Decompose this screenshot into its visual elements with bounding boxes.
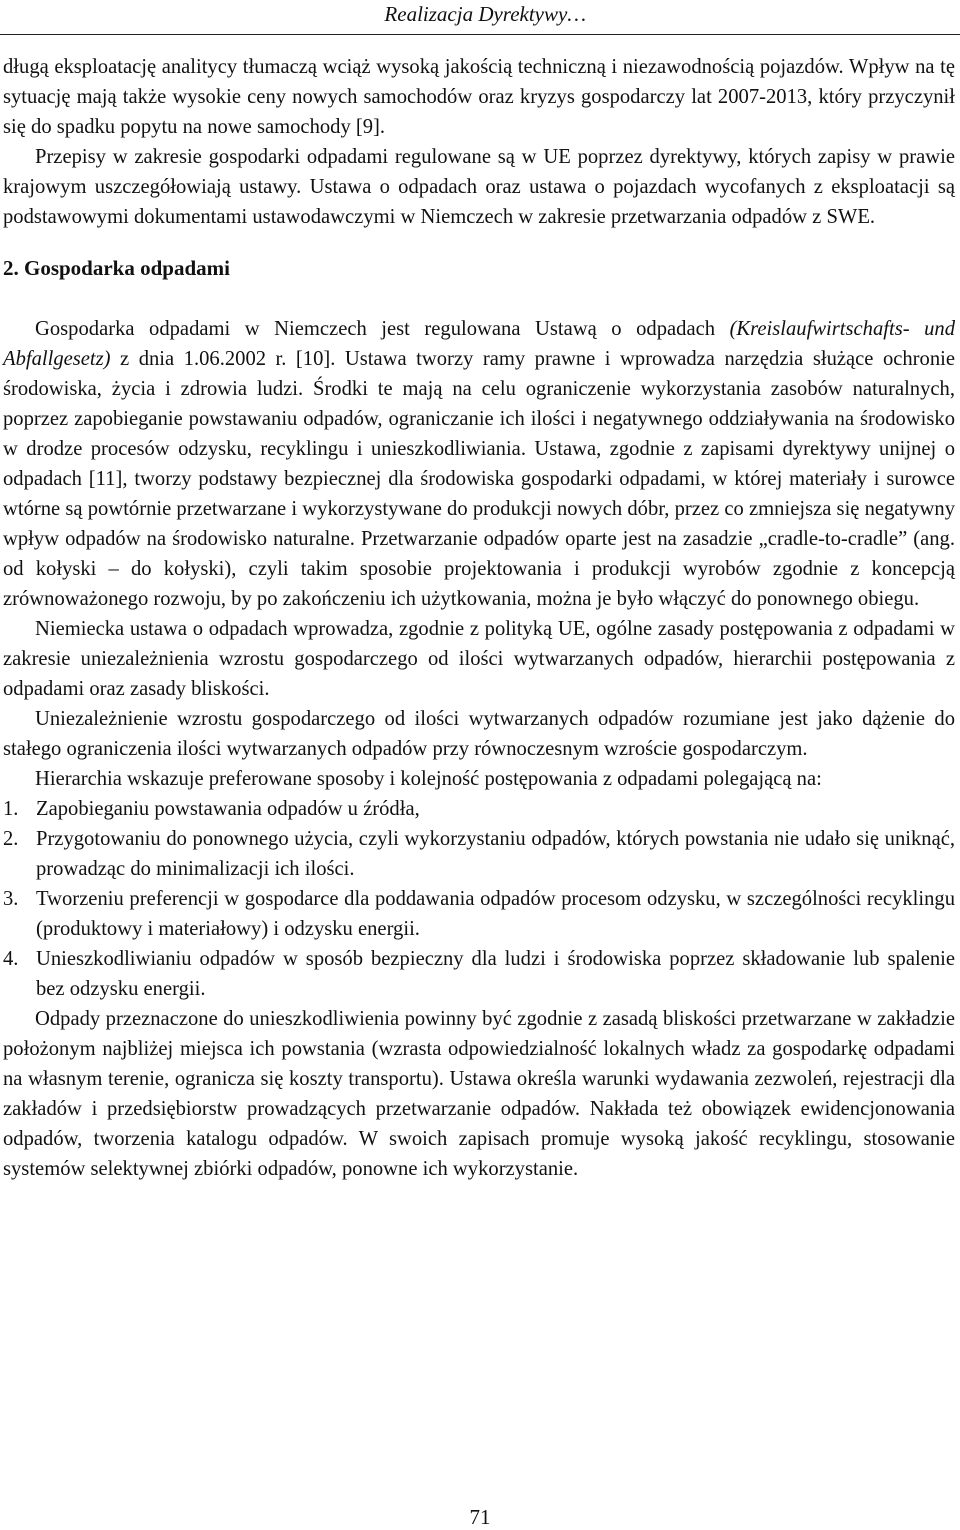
paragraph-german-law-principles: Niemiecka ustawa o odpadach wprowadza, zgodnie z polityką UE, ogólne zasady postępowania z odpadami w zakresie uniezależnienia wzrostu gospodarczego od ilości wytwarzanych odpadów, hierarchii postępowania z odpadami oraz zasady bliskości. xyxy=(3,618,955,700)
list-item xyxy=(3,944,955,1004)
paragraph-proximity-principle: Odpady przeznaczone do unieszkodliwienia powinny być zgodnie z zasadą bliskości przetwarzane w zakładzie położonym najbliżej miejsca ich powstania (wzrasta odpowiedzialność lokalnych władz za gospodarkę odpadami na własnym terenie, ogranicza się koszty transportu). Ustawa określa warunki wydawania zezwoleń, rejestracji dla zakładów i przedsiębiorstw prowadzących przetwarzanie odpadów. Nakłada też obowiązek ewidencjonowania odpadów, tworzenia katalogu odpadów. W swoich zapisach promuje wysoką jakość recyklingu, stosowanie systemów selektywnej zbiórki odpadów, ponowne ich wykorzystanie. xyxy=(3,1008,955,1180)
paragraph-hierarchy-intro: Hierarchia wskazuje preferowane sposoby i kolejność postępowania z odpadami polegającą na: xyxy=(35,768,822,790)
list-item-text: Tworzeniu preferencji w gospodarce dla poddawania odpadów procesom odzysku, w szczególności recyklingu (produktowy i materiałowy) i odzysku energii. xyxy=(36,888,955,940)
page-number: 71 xyxy=(469,1505,491,1529)
paragraph-waste-law xyxy=(3,314,955,614)
section-heading: 2. Gospodarka odpadami xyxy=(3,256,230,280)
hierarchy-list xyxy=(3,794,955,1004)
running-title: Realizacja Dyrektywy… xyxy=(384,2,586,26)
list-item-text: Zapobieganiu powstawania odpadów u źródła, xyxy=(36,798,420,820)
list-item-text: Unieszkodliwianiu odpadów w sposób bezpieczny dla ludzi i środowiska poprzez składowanie lub spalenie bez odzysku energii. xyxy=(36,948,955,1000)
list-item-text: Przygotowaniu do ponownego użycia, czyli wykorzystaniu odpadów, których powstania nie udało się uniknąć, prowadząc do minimalizacji ich ilości. xyxy=(36,828,955,880)
running-header xyxy=(0,0,960,35)
paragraph-decoupling: Uniezależnienie wzrostu gospodarczego od ilości wytwarzanych odpadów rozumiane jest jako dążenie do stałego ograniczenia ilości wytwarzanych odpadów przy równoczesnym wzroście gospodarczym. xyxy=(3,708,955,760)
paragraph-waste-law-text-end: z dnia 1.06.2002 r. [10]. Ustawa tworzy ramy prawne i wprowadza narzędzia służące ochronie środowiska, życia i zdrowia ludzi. Środki te mają na celu ograniczenie wykorzystania zasobów naturalnych, poprzez zapobieganie powstawaniu odpadów, ograniczanie ich ilości i negatywnego oddziaływania na środowisko w drodze procesów odzysku, recyklingu i unieszkodliwiania. Ustawa, zgodnie z zapisami dyrektywy unijnej o odpadach [11], tworzy podstawy bezpiecznej dla środowiska gospodarki odpadami, w której materiały i surowce wtórne są powtórnie przetwarzane i wykorzystywane do produkcji nowych dóbr, przez co zmniejsza się negatywny wpływ odpadów na środowisko naturalne. Przetwarzanie odpadów oparte jest na zasadzie „cradle-to-cradle” (ang. od kołyski – do kołyski), czyli takim sposobie projektowania i produkcji wyrobów zgodnie z koncepcją zrównoważonego rozwoju, by po zakończeniu ich użytkowania, można je było włączyć do ponownego obiegu. xyxy=(3,348,955,610)
list-item-number: 1. xyxy=(3,798,19,820)
page-body xyxy=(3,52,955,1184)
paragraph-waste-law-text-start: Gospodarka odpadami w Niemczech jest regulowana Ustawą o odpadach xyxy=(35,318,730,340)
list-item xyxy=(3,884,955,944)
list-item-number: 3. xyxy=(3,888,19,910)
list-item xyxy=(3,824,955,884)
paragraph-regulations: Przepisy w zakresie gospodarki odpadami regulowane są w UE poprzez dyrektywy, których zapisy w prawie krajowym uszczegółowiają ustawy. Ustawa o odpadach oraz ustawa o pojazdach wycofanych z eksploatacji są podstawowymi dokumentami ustawodawczymi w Niemczech w zakresie przetwarzania odpadów z SWE. xyxy=(3,146,955,228)
list-item xyxy=(3,794,955,824)
paragraph-intro-continuation: długą eksploatację analitycy tłumaczą wciąż wysoką jakością techniczną i niezawodnością pojazdów. Wpływ na tę sytuację mają także wysokie ceny nowych samochodów oraz kryzys gospodarczy lat 2007-2013, który przyczynił się do spadku popytu na nowe samochody [9]. xyxy=(3,56,955,138)
list-item-number: 4. xyxy=(3,948,19,970)
list-item-number: 2. xyxy=(3,828,19,850)
law-title-german: (Kreislaufwirtschafts- und Abfallgesetz) xyxy=(3,318,955,370)
